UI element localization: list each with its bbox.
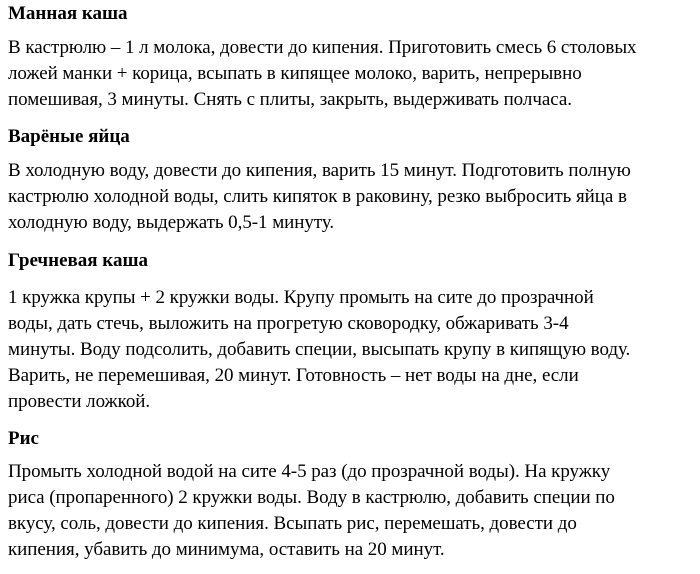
text-line: кипения, убавить до минимума, оставить на 20 минут. [8,539,445,560]
section-title-buckwheat: Гречневая каша [8,250,149,271]
text-line: В кастрюлю – 1 л молока, довести до кипения. Приготовить смесь 6 столовых [8,37,637,58]
text-line: вкусу, соль, довести до кипения. Всыпать рис, перемешать, довести до [8,513,577,534]
section-body-buckwheat [8,285,630,415]
section-title-boiled-eggs: Варёные яйца [8,126,130,147]
section-body-boiled-eggs [8,158,631,236]
section-title-semolina: Манная каша [8,3,128,24]
text-line: минуты. Воду подсолить, добавить специи, высыпать крупу в кипящую воду. [8,339,631,360]
text-line: провести ложкой. [8,391,151,412]
text-line: воды, дать стечь, выложить на прогретую сковородку, обжаривать 3-4 [8,313,569,334]
section-title-rice: Рис [8,428,39,449]
text-line: помешивая, 3 минуты. Снять с плиты, закрыть, выдерживать полчаса. [8,89,572,110]
text-line: кастрюлю холодной воды, слить кипяток в раковину, резко выбросить яйца в [8,186,627,207]
text-line: холодную воду, выдержать 0,5-1 минуту. [8,212,335,233]
text-line: Промыть холодной водой на сите 4-5 раз (до прозрачной воды). На кружку [8,461,611,482]
section-body-semolina [8,35,637,113]
text-line: ложей манки + корица, всыпать в кипящее молоко, варить, непрерывно [8,63,582,84]
section-body-rice [8,459,615,563]
text-line: риса (пропаренного) 2 кружки воды. Воду в кастрюлю, добавить специи по [8,487,615,508]
text-line: Варить, не перемешивая, 20 минут. Готовность – нет воды на дне, если [8,365,579,386]
text-line: 1 кружка крупы + 2 кружки воды. Крупу промыть на сите до прозрачной [8,287,594,308]
text-line: В холодную воду, довести до кипения, варить 15 минут. Подготовить полную [8,160,631,181]
